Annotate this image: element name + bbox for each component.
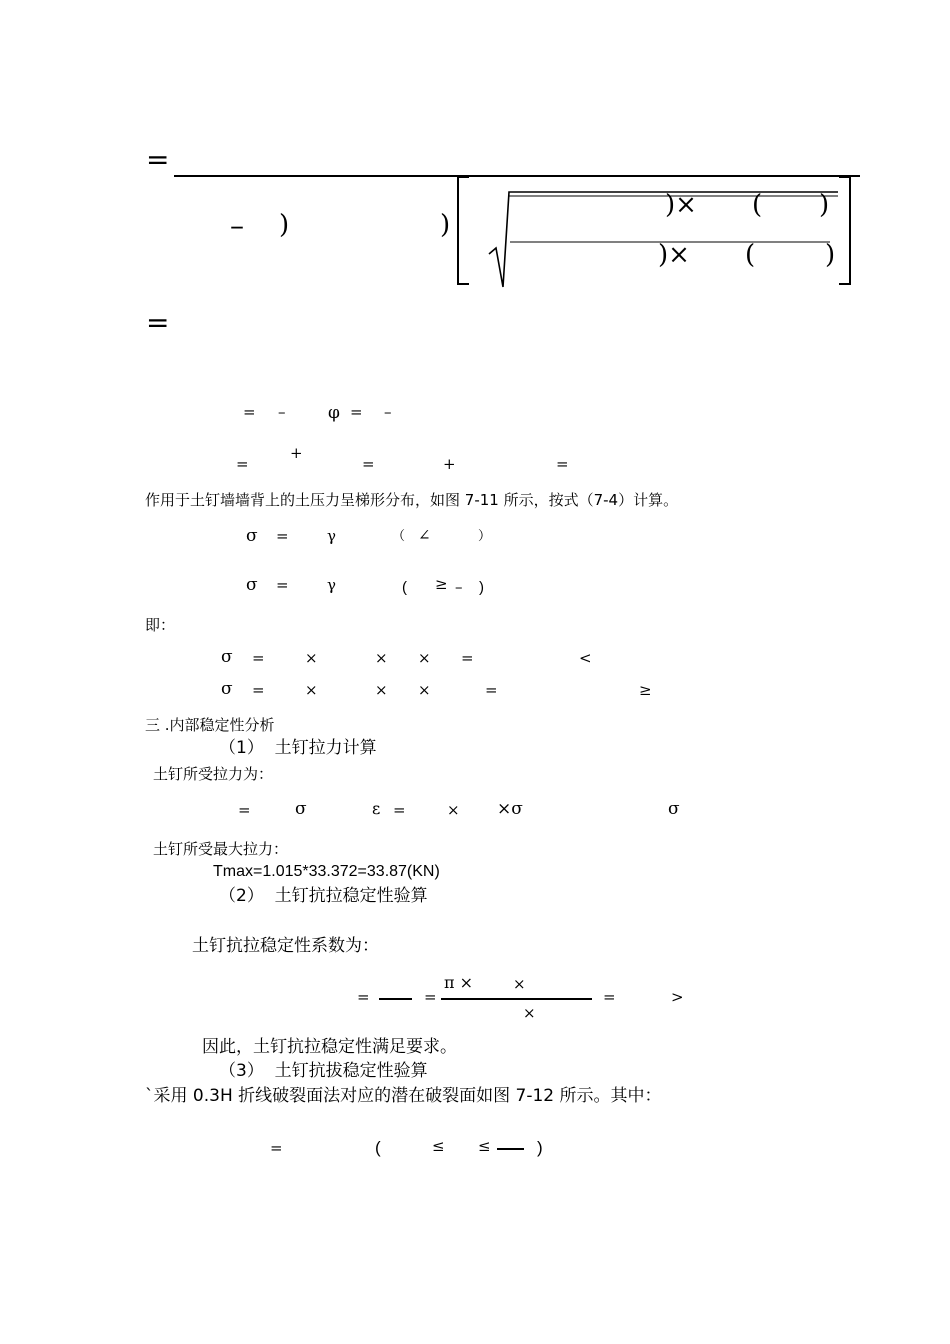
tmax-value: Tmax=1.015*33.372=33.87(KN) (213, 863, 440, 880)
times-symbol: × (305, 649, 318, 667)
geq-symbol: ≥ (435, 575, 448, 593)
fraction-bar-small (379, 998, 412, 1000)
sigma-symbol: σ (246, 526, 258, 546)
param-eq: = (236, 455, 249, 473)
stability-eq: = (357, 988, 370, 1006)
subheading-3: （3） 土钉抗拔稳定性验算 (219, 1061, 428, 1081)
fraction-bar-stability (441, 998, 592, 1000)
formula-minus: – (230, 209, 244, 242)
geq-symbol: ≥ (639, 681, 652, 699)
param-eq: = (362, 455, 375, 473)
sigma-eq: = (276, 576, 289, 594)
sqrt-row2-paren-close: ) (825, 240, 836, 270)
formula-equals-2: = (146, 306, 170, 339)
epsilon-symbol: ε (372, 799, 381, 818)
sigma-symbol: σ (246, 575, 258, 595)
sigma-symbol: σ (668, 799, 680, 819)
leq-symbol: ≤ (478, 1137, 491, 1155)
max-tension-label: 土钉所受最大拉力： (153, 840, 289, 858)
formula-rparen-1: ) (279, 210, 290, 240)
tension-eq: = (393, 801, 406, 819)
gamma-symbol: γ (327, 527, 336, 545)
condition-open: （ (392, 529, 406, 544)
calc-eq: = (252, 681, 265, 699)
sqrt-row1-paren-close: ) (819, 190, 830, 220)
lt-symbol: < (579, 649, 592, 667)
calc-eq: = (252, 649, 265, 667)
formula-rparen-2: ) (440, 210, 451, 240)
formula-equals-1: = (146, 143, 170, 176)
times-symbol: × (523, 1004, 536, 1022)
method-text: `采用 0.3H 折线破裂面法对应的潜在破裂面如图 7-12 所示。其中： (145, 1086, 662, 1106)
param-minus: – (278, 403, 286, 421)
sqrt-row2-paren-open: ( (745, 240, 756, 270)
times-symbol: × (418, 649, 431, 667)
sigma-symbol: σ (295, 799, 307, 819)
param-eq: = (243, 403, 256, 421)
times-sigma: ×σ (497, 799, 523, 819)
subheading-2: （2） 土钉抗拉稳定性验算 (219, 886, 428, 906)
sqrt-row1-close: )× (665, 190, 697, 220)
pullout-eq: = (270, 1139, 283, 1157)
param-plus: + (290, 444, 303, 462)
condition-open: ( (402, 579, 407, 596)
times-symbol: × (375, 649, 388, 667)
times-symbol: × (447, 801, 460, 819)
condition-close: ) (479, 579, 484, 596)
param-plus: + (443, 455, 456, 473)
sigma-eq: = (276, 527, 289, 545)
gamma-symbol: γ (327, 576, 336, 594)
calc-eq: = (485, 681, 498, 699)
sigma-symbol: σ (221, 647, 233, 667)
leq-symbol: ≤ (432, 1137, 445, 1155)
param-phi: φ (328, 403, 340, 423)
times-symbol: × (305, 681, 318, 699)
tension-eq: = (238, 801, 251, 819)
param-eq: = (350, 403, 363, 421)
param-minus: – (384, 403, 392, 421)
section-heading: 三 .内部稳定性分析 (145, 716, 275, 734)
param-eq: = (556, 455, 569, 473)
tension-label: 土钉所受拉力为： (153, 765, 274, 783)
subheading-1: （1） 土钉拉力计算 (219, 738, 377, 758)
calc-eq: = (461, 649, 474, 667)
sqrt-row1-paren-open: ( (752, 190, 763, 220)
times-symbol: × (513, 975, 526, 993)
therefore-text: 因此，土钉抗拉稳定性满足要求。 (202, 1037, 457, 1057)
condition-close: ） (478, 529, 492, 544)
condition-close: ) (537, 1138, 543, 1157)
fraction-bar-pullout (497, 1148, 524, 1150)
times-symbol: × (418, 681, 431, 699)
ji-text: 即： (145, 616, 176, 634)
condition-open: ( (375, 1138, 381, 1157)
stability-eq: = (424, 988, 437, 1006)
stability-eq: = (603, 988, 616, 1006)
minus-symbol: – (455, 578, 463, 596)
tensile-coef-label: 土钉抗拉稳定性系数为： (192, 936, 379, 956)
times-symbol: × (375, 681, 388, 699)
angle-symbol: ∠ (418, 526, 431, 544)
pressure-intro-text: 作用于土钉墙墙背上的土压力呈梯形分布，如图 7-11 所示，按式（7-4）计算。 (145, 491, 679, 509)
sqrt-row2-close: )× (658, 240, 690, 270)
gt-symbol: > (671, 988, 684, 1006)
sigma-symbol: σ (221, 679, 233, 699)
pi-times: π × (444, 973, 474, 992)
